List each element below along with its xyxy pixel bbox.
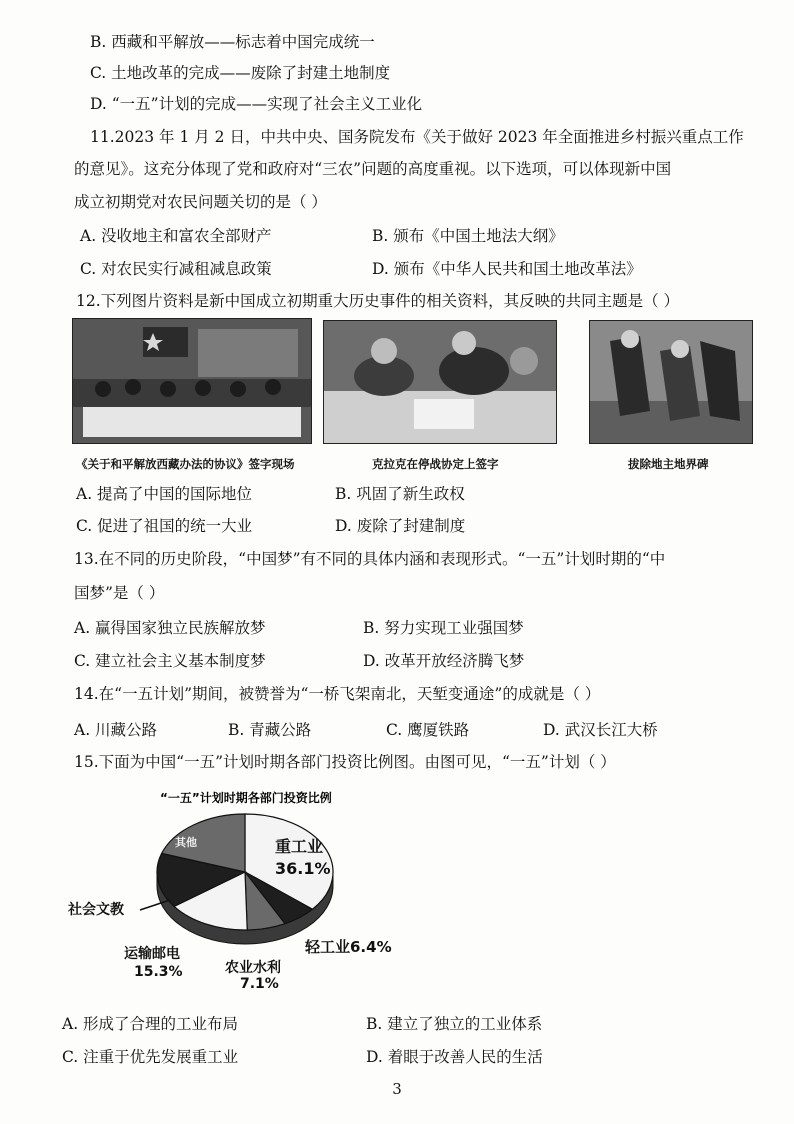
q15-stem: 15.下面为中国“一五”计划时期各部门投资比例图。由图可见，“一五”计划（ ）: [74, 753, 616, 771]
photo-armistice-signing: [323, 320, 557, 444]
q14-option-c: C. 鹰厦铁路: [386, 721, 470, 739]
q13-option-d: D. 改革开放经济腾飞梦: [363, 652, 525, 670]
pie-label-name-1: 轻工业6.4%: [305, 938, 392, 956]
q14-option-b: B. 青藏公路: [228, 721, 312, 739]
caption-photo-2: 克拉克在停战协定上签字: [372, 457, 499, 471]
q13-stem-line1: 13.在不同的历史阶段，“中国梦”有不同的具体内涵和表现形式。“一五”计划时期的“中: [74, 550, 666, 568]
pie-label-name-3: 运输邮电: [124, 946, 180, 962]
caption-photo-3: 拔除地主地界碑: [628, 457, 709, 471]
q10-option-d: D. “一五”计划的完成——实现了社会主义工业化: [90, 95, 423, 113]
q11-stem-line2: 的意见》。这充分体现了党和政府对“三农”问题的高度重视。以下选项，可以体现新中国: [74, 160, 672, 178]
pie-label-value-3: 15.3%: [134, 964, 183, 980]
q14-option-d: D. 武汉长江大桥: [543, 721, 658, 739]
pie-label-value-2: 7.1%: [240, 976, 279, 992]
investment-pie-chart: [60, 780, 440, 995]
photo-landlord-markers: [589, 320, 753, 444]
pie-label-name-5: 其他: [175, 836, 197, 849]
pie-label-name-0: 重工业: [275, 837, 324, 856]
q11-option-c: C. 对农民实行减租减息政策: [80, 260, 272, 278]
q10-option-c: C. 土地改革的完成——废除了封建土地制度: [90, 64, 391, 82]
q13-stem-line2: 国梦”是（ ）: [74, 584, 165, 602]
q15-option-a: A. 形成了合理的工业布局: [62, 1015, 239, 1033]
q10-option-b: B. 西藏和平解放——标志着中国完成统一: [90, 33, 375, 51]
q12-option-d: D. 废除了封建制度: [335, 517, 466, 535]
q13-option-a: A. 赢得国家独立民族解放梦: [74, 619, 266, 637]
q14-stem: 14.在“一五计划”期间，被赞誉为“一桥飞架南北，天堑变通途”的成就是（ ）: [74, 685, 601, 703]
q15-option-b: B. 建立了独立的工业体系: [366, 1015, 543, 1033]
q12-stem: 12.下列图片资料是新中国成立初期重大历史事件的相关资料，其反映的共同主题是（ ）: [76, 292, 680, 310]
q11-option-b: B. 颁布《中国土地法大纲》: [372, 227, 564, 245]
pie-label-value-0: 36.1%: [275, 859, 331, 878]
q13-option-b: B. 努力实现工业强国梦: [363, 619, 524, 637]
q11-option-d: D. 颁布《中华人民共和国土地改革法》: [372, 260, 642, 278]
q14-option-a: A. 川藏公路: [74, 721, 158, 739]
q12-option-a: A. 提高了中国的国际地位: [76, 485, 253, 503]
q15-option-c: C. 注重于优先发展重工业: [62, 1048, 239, 1066]
q12-option-c: C. 促进了祖国的统一大业: [76, 517, 253, 535]
q13-option-c: C. 建立社会主义基本制度梦: [74, 652, 266, 670]
q12-option-b: B. 巩固了新生政权: [335, 485, 465, 503]
chart-title: “一五”计划时期各部门投资比例: [160, 791, 332, 805]
page-number: 3: [392, 1080, 402, 1098]
pie-label-name-2: 农业水利: [225, 960, 281, 976]
q15-option-d: D. 着眼于改善人民的生活: [366, 1048, 543, 1066]
pie-label-name-4: 社会文教: [68, 902, 124, 918]
q11-stem-line1: 11.2023 年 1 月 2 日，中共中央、国务院发布《关于做好 2023 年全面推进乡村振兴重点工作: [90, 128, 744, 146]
photo-tibet-agreement: [72, 318, 312, 444]
q11-option-a: A. 没收地主和富农全部财产: [80, 227, 272, 245]
caption-photo-1: 《关于和平解放西藏办法的协议》签字现场: [76, 457, 295, 471]
q11-stem-line3: 成立初期党对农民问题关切的是（ ）: [74, 193, 327, 211]
